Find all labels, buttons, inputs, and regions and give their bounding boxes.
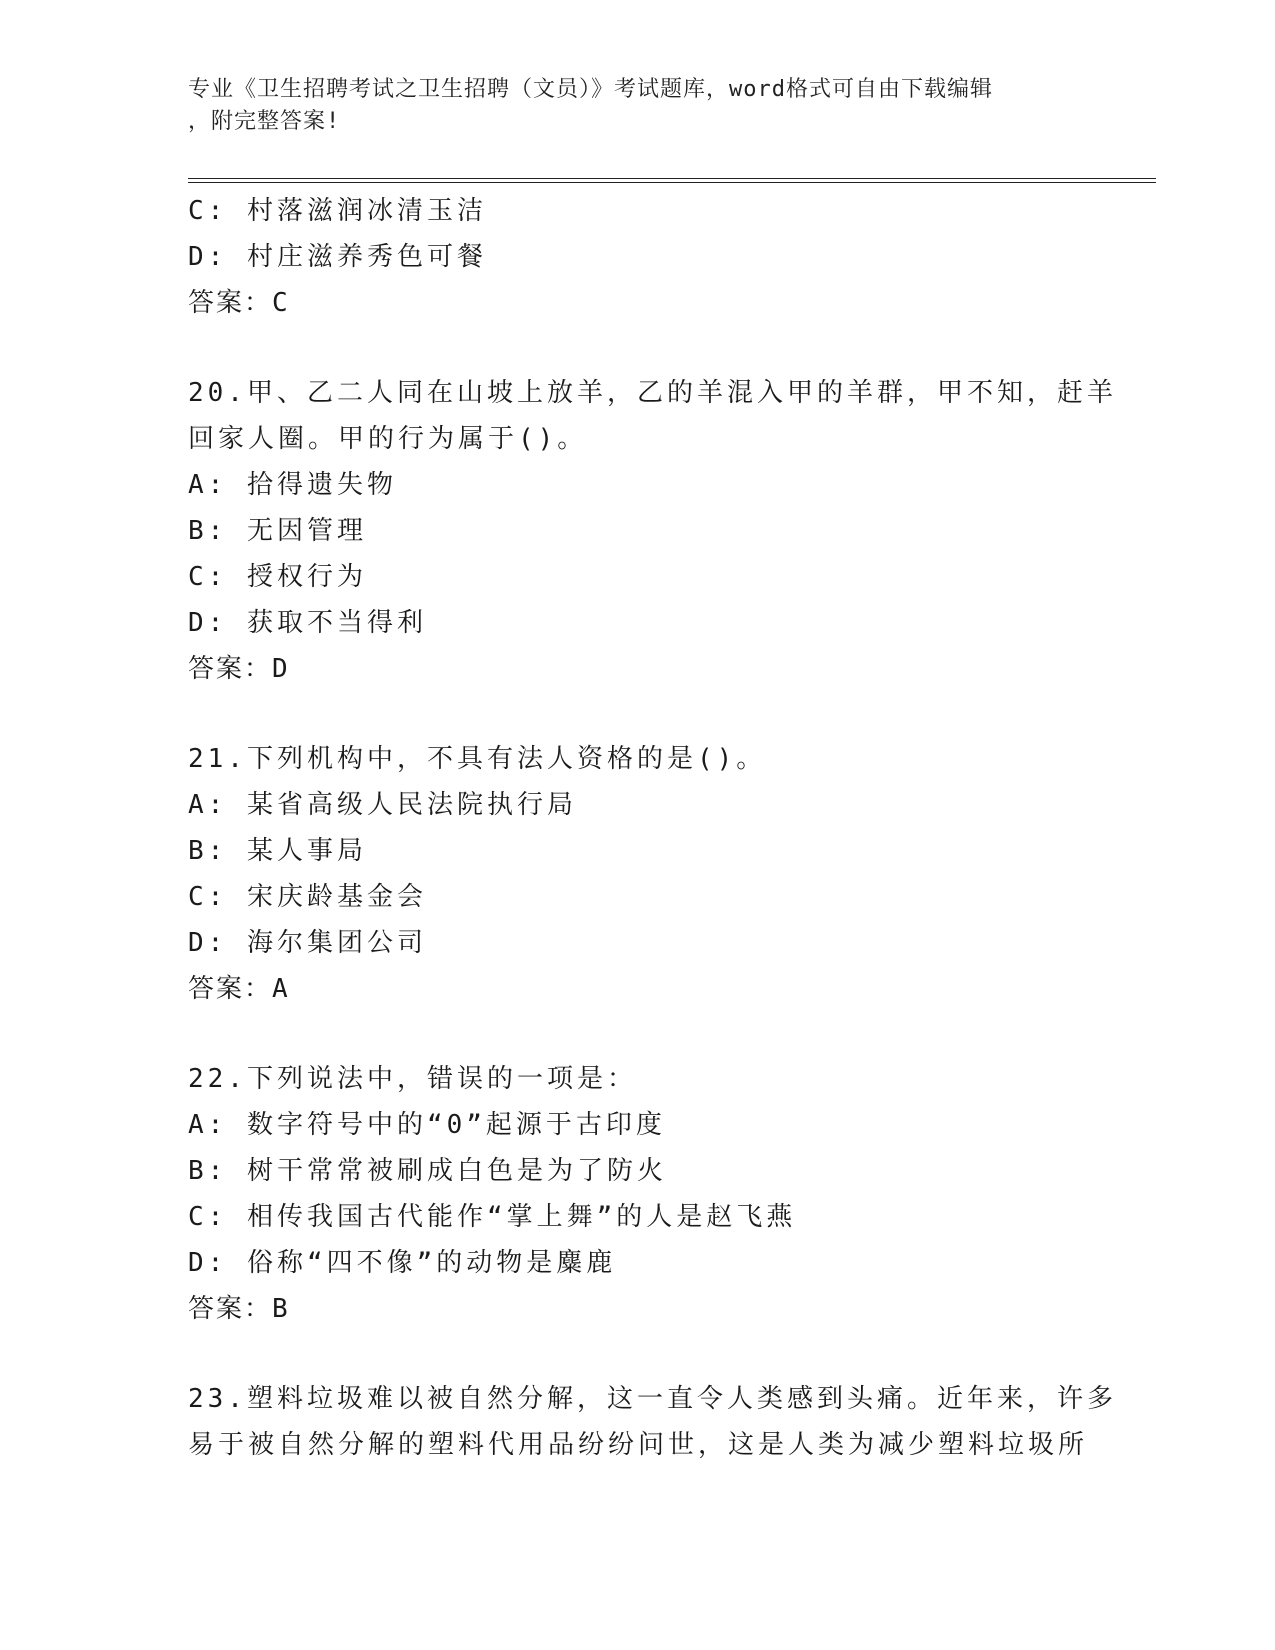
option-c: C: 宋庆龄基金会: [188, 882, 427, 912]
header-line-2: ，附完整答案!: [188, 109, 341, 134]
header-divider-bottom: [188, 182, 1156, 183]
question-20: [188, 370, 1117, 692]
option-c: C: 授权行为: [188, 562, 367, 592]
option-a: A: 数字符号中的“0”起源于古印度: [188, 1110, 666, 1140]
option-b: B: 无因管理: [188, 516, 367, 546]
answer-label: 答案：: [188, 974, 273, 1004]
page-header: [188, 74, 1088, 138]
answer-label: 答案：: [188, 654, 273, 684]
question-stem-line: 20.甲、乙二人同在山坡上放羊，乙的羊混入甲的羊群，甲不知，赶羊: [188, 378, 1117, 408]
question-22: [188, 1056, 1088, 1332]
answer-value: A: [272, 974, 290, 1004]
answer-value: C: [272, 288, 290, 318]
answer-label: 答案：: [188, 288, 273, 318]
answer-label: 答案：: [188, 1294, 273, 1324]
question-23: [188, 1376, 1117, 1468]
question-19-continuation: [188, 188, 1088, 326]
header-line-1: 专业《卫生招聘考试之卫生招聘（文员）》考试题库，word格式可自由下载编辑: [188, 77, 993, 102]
question-stem-line: 23.塑料垃圾难以被自然分解，这一直令人类感到头痛。近年来，许多: [188, 1384, 1117, 1414]
spacer: [188, 1012, 1088, 1056]
header-divider-top: [188, 178, 1156, 179]
spacer: [188, 326, 1088, 370]
spacer: [188, 1332, 1088, 1376]
option-d: D: 海尔集团公司: [188, 928, 427, 958]
question-21: [188, 736, 1088, 1012]
answer-line: [188, 966, 1088, 1012]
question-stem-line: 21.下列机构中，不具有法人资格的是()。: [188, 744, 767, 774]
option-d: D: 俗称“四不像”的动物是麋鹿: [188, 1248, 617, 1278]
answer-line: [188, 646, 1088, 692]
answer-value: B: [272, 1294, 290, 1324]
option-b: B: 树干常常被刷成白色是为了防火: [188, 1156, 667, 1186]
spacer: [188, 692, 1088, 736]
question-stem-line: 易于被自然分解的塑料代用品纷纷问世，这是人类为减少塑料垃圾所: [188, 1430, 1089, 1460]
answer-line: [188, 1286, 1088, 1332]
answer-line: [188, 280, 1088, 326]
option-d: D: 获取不当得利: [188, 608, 427, 638]
option-c: C: 相传我国古代能作“掌上舞”的人是赵飞燕: [188, 1202, 797, 1232]
option-c: C: 村落滋润冰清玉洁: [188, 196, 487, 226]
option-a: A: 某省高级人民法院执行局: [188, 790, 577, 820]
option-d: D: 村庄滋养秀色可餐: [188, 242, 487, 272]
option-a: A: 拾得遗失物: [188, 470, 397, 500]
question-stem-line: 回家人圈。甲的行为属于()。: [188, 424, 588, 454]
question-list: [188, 188, 1117, 1468]
option-b: B: 某人事局: [188, 836, 367, 866]
question-stem-line: 22.下列说法中，错误的一项是：: [188, 1064, 637, 1094]
answer-value: D: [272, 654, 290, 684]
